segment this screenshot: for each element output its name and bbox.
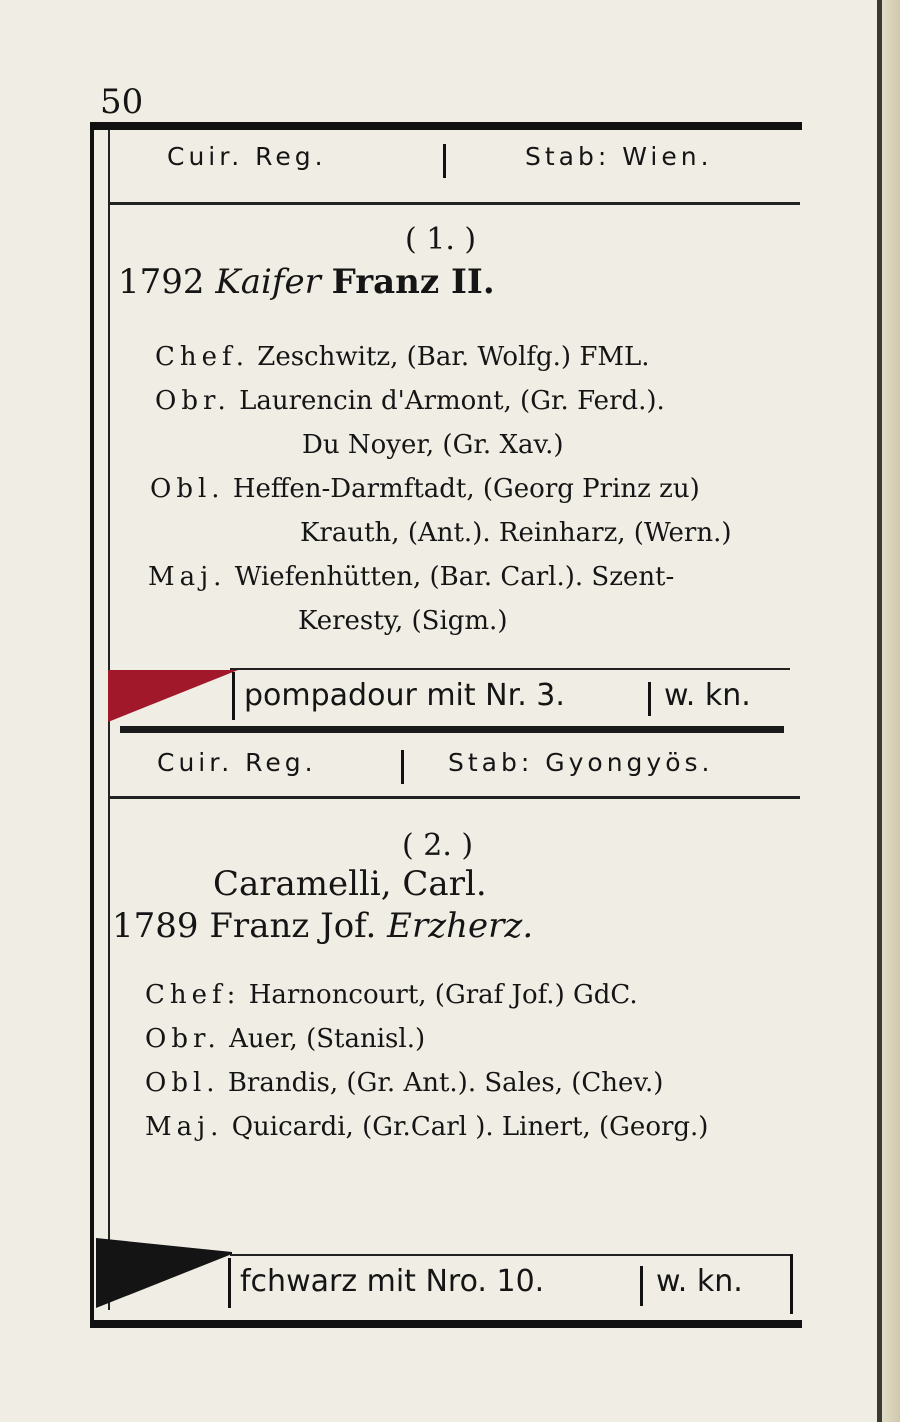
facing-color-flag xyxy=(108,670,238,722)
officer-text: Harnoncourt, (Graf Jof.) GdC. xyxy=(248,980,638,1010)
officer-text: Laurencin d'Armont, (Gr. Ferd.). xyxy=(239,386,665,416)
officer-text: Auer, (Stanisl.) xyxy=(229,1024,426,1054)
page-frame xyxy=(90,122,802,1328)
officer-rank: Obr. xyxy=(145,1024,221,1054)
officer-rank: Obr. xyxy=(155,386,231,416)
officer-text: Du Noyer, (Gr. Xav.) xyxy=(302,430,564,460)
header-divider xyxy=(443,144,446,178)
officer-rank: Obl. xyxy=(145,1068,220,1098)
buttons-divider xyxy=(640,1266,643,1306)
officer-line xyxy=(145,1068,663,1098)
officer-rank: Chef. xyxy=(155,342,249,372)
officer-line xyxy=(145,1112,708,1142)
page-edge xyxy=(882,0,900,1422)
officer-line xyxy=(145,980,638,1010)
officer-line xyxy=(155,342,650,372)
header-right: Stab: Wien. xyxy=(525,142,713,171)
regiment-number: ( 1. ) xyxy=(405,222,477,257)
officer-rank: Maj. xyxy=(145,1112,224,1142)
header-rule xyxy=(110,796,800,799)
officer-text: Krauth, (Ant.). Reinharz, (Wern.) xyxy=(300,518,732,548)
officer-line xyxy=(148,562,674,592)
officer-text: Quicardi, (Gr.Carl ). Linert, (Georg.) xyxy=(231,1112,709,1142)
buttons-text: w. kn. xyxy=(656,1264,743,1299)
officer-line xyxy=(298,606,507,636)
officer-rank: Chef: xyxy=(145,980,241,1010)
buttons-divider xyxy=(648,682,651,716)
uniform-top-rule xyxy=(230,1254,790,1256)
officer-line xyxy=(155,386,665,416)
regiment-title xyxy=(112,906,533,946)
buttons-text: w. kn. xyxy=(664,678,751,713)
uniform-divider xyxy=(228,1258,231,1308)
regiment-header xyxy=(115,134,800,184)
uniform-text: pompadour mit Nr. 3. xyxy=(244,678,565,713)
officer-line xyxy=(302,430,563,460)
uniform-top-rule xyxy=(230,668,790,670)
regiment-year: 1789 xyxy=(112,906,199,946)
officer-text: Brandis, (Gr. Ant.). Sales, (Chev.) xyxy=(227,1068,664,1098)
officer-text: Keresty, (Sigm.) xyxy=(298,606,508,636)
regiment-name: Franz II. xyxy=(331,262,495,302)
header-divider xyxy=(401,750,404,784)
officer-rank: Obl. xyxy=(150,474,225,504)
facing-color-flag xyxy=(96,1238,232,1308)
section-divider xyxy=(120,726,784,733)
header-left: Cuir. Reg. xyxy=(157,748,317,777)
regiment-year: 1792 xyxy=(118,262,205,302)
officer-text: Wiefenhütten, (Bar. Carl.). Szent- xyxy=(234,562,675,592)
regiment-number: ( 2. ) xyxy=(402,828,474,863)
regiment-name: Franz Jof. xyxy=(209,906,377,946)
officer-line xyxy=(145,1024,425,1054)
officer-line xyxy=(150,474,700,504)
officer-text: Zeschwitz, (Bar. Wolfg.) FML. xyxy=(257,342,650,372)
regiment-header xyxy=(115,740,800,790)
regiment-owner: Caramelli, Carl. xyxy=(213,864,487,904)
regiment-name-italic: Erzherz. xyxy=(387,906,534,946)
uniform-text: fchwarz mit Nro. 10. xyxy=(240,1264,545,1299)
frame-right-edge xyxy=(790,1254,793,1314)
header-right: Stab: Gyongyös. xyxy=(448,748,714,777)
officer-text: Heffen-Darmftadt, (Georg Prinz zu) xyxy=(232,474,700,504)
header-left: Cuir. Reg. xyxy=(167,142,327,171)
regiment-name-italic: Kaifer xyxy=(215,262,321,302)
page-number: 50 xyxy=(100,82,144,122)
regiment-title xyxy=(118,262,495,302)
header-rule xyxy=(110,202,800,205)
officer-rank: Maj. xyxy=(148,562,227,592)
officer-line xyxy=(300,518,732,548)
uniform-divider xyxy=(232,672,235,720)
